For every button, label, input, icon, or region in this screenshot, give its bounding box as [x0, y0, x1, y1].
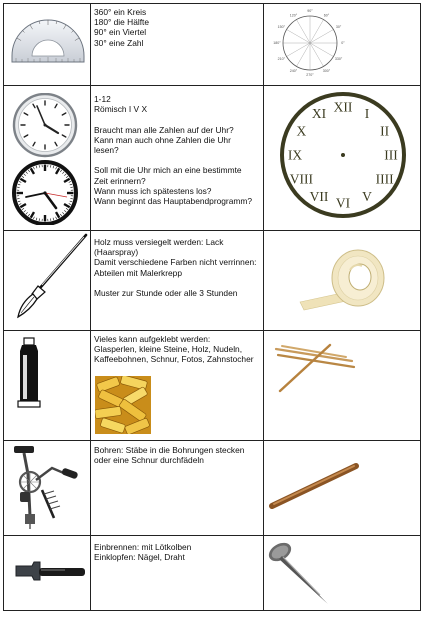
row-divider: [4, 230, 420, 231]
roman-numeral-clock: [271, 91, 416, 221]
roman-numeral-label: I: [364, 105, 370, 121]
degree-label: 210°: [277, 57, 286, 62]
row-3-text: Holz muss versiegelt werden: Lack (Haarspray) Damit verschiedene Farben nicht verrinnen: Abteilen mit Malerkrepp Muster zur Stunde oder alle 3 Stunden: [94, 237, 257, 299]
wooden-rod-image: [268, 462, 360, 510]
degree-ray: [287, 43, 310, 57]
clock-images: [7, 93, 85, 225]
protractor-image: [8, 12, 88, 64]
roman-numeral-label: IX: [287, 147, 303, 163]
paintbrush-image: [12, 233, 88, 319]
degree-label: 180°: [273, 41, 281, 46]
hammer-image: [14, 560, 86, 588]
degree-label: 0°: [341, 41, 345, 46]
degree-ray: [310, 43, 324, 66]
roman-numeral-label: II: [380, 123, 390, 139]
row-divider: [4, 85, 420, 86]
nail-image: [268, 540, 332, 606]
degree-ray: [287, 30, 310, 44]
degree-label: 240°: [289, 68, 298, 73]
degree-ray: [310, 30, 333, 44]
column-divider: [263, 4, 264, 610]
roman-numeral-label: IIII: [375, 171, 394, 187]
row-divider: [4, 535, 420, 536]
degree-circle-diagram: [270, 7, 350, 79]
degree-label: 270°: [306, 73, 314, 78]
roman-numeral-label: XI: [311, 105, 327, 121]
masking-tape-image: [298, 240, 390, 312]
degree-label: 120°: [289, 13, 298, 18]
degree-label: 330°: [334, 57, 343, 62]
degree-label: 30°: [335, 25, 342, 30]
roman-numeral-label: VIII: [289, 171, 314, 187]
roman-numeral-label: V: [362, 189, 372, 205]
pasta-photo: [95, 376, 151, 434]
toothpicks-image: [272, 343, 356, 393]
degree-label: 150°: [277, 25, 286, 30]
degree-label: 90°: [307, 9, 313, 14]
glue-tube-image: [14, 337, 44, 409]
row-6-text: Einbrennen: mit Lötkolben Einklopfen: Nägel, Draht: [94, 542, 192, 563]
row-divider: [4, 440, 420, 441]
column-divider: [90, 4, 91, 610]
degree-label: 300°: [322, 68, 331, 73]
degree-ray: [310, 20, 324, 43]
roman-numeral-label: VII: [309, 189, 329, 205]
row-1-text: 360° ein Kreis 180° die Hälfte 90° ein Viertel 30° eine Zahl: [94, 7, 150, 48]
row-divider: [4, 330, 420, 331]
degree-ray: [310, 43, 333, 57]
roman-numeral-label: XII: [333, 99, 353, 115]
degree-ray: [297, 20, 311, 43]
roman-numeral-label: VI: [335, 195, 351, 211]
degree-ray: [297, 43, 311, 66]
roman-numeral-label: X: [296, 123, 307, 139]
row-4-text: Vieles kann aufgeklebt werden: Glasperlen, kleine Steine, Holz, Nudeln, Kaffeebohnen, Schnur, Fotos, Zahnstocher: [94, 334, 254, 365]
roman-numeral-label: III: [384, 147, 398, 163]
degree-label: 60°: [323, 13, 330, 18]
row-5-text: Bohren: Stäbe in die Bohrungen stecken oder eine Schnur durchfädeln: [94, 445, 245, 466]
row-2-text: 1-12 Römisch I V X Braucht man alle Zahlen auf der Uhr? Kann man auch ohne Zahlen die Uhr lesen? Soll mit die Uhr mich an eine bestimmte Zeit erinnern? Wann muss ich spätestens los? Wann beginnt das Hauptabendprogramm?: [94, 94, 252, 207]
hand-drill-image: [8, 444, 88, 530]
